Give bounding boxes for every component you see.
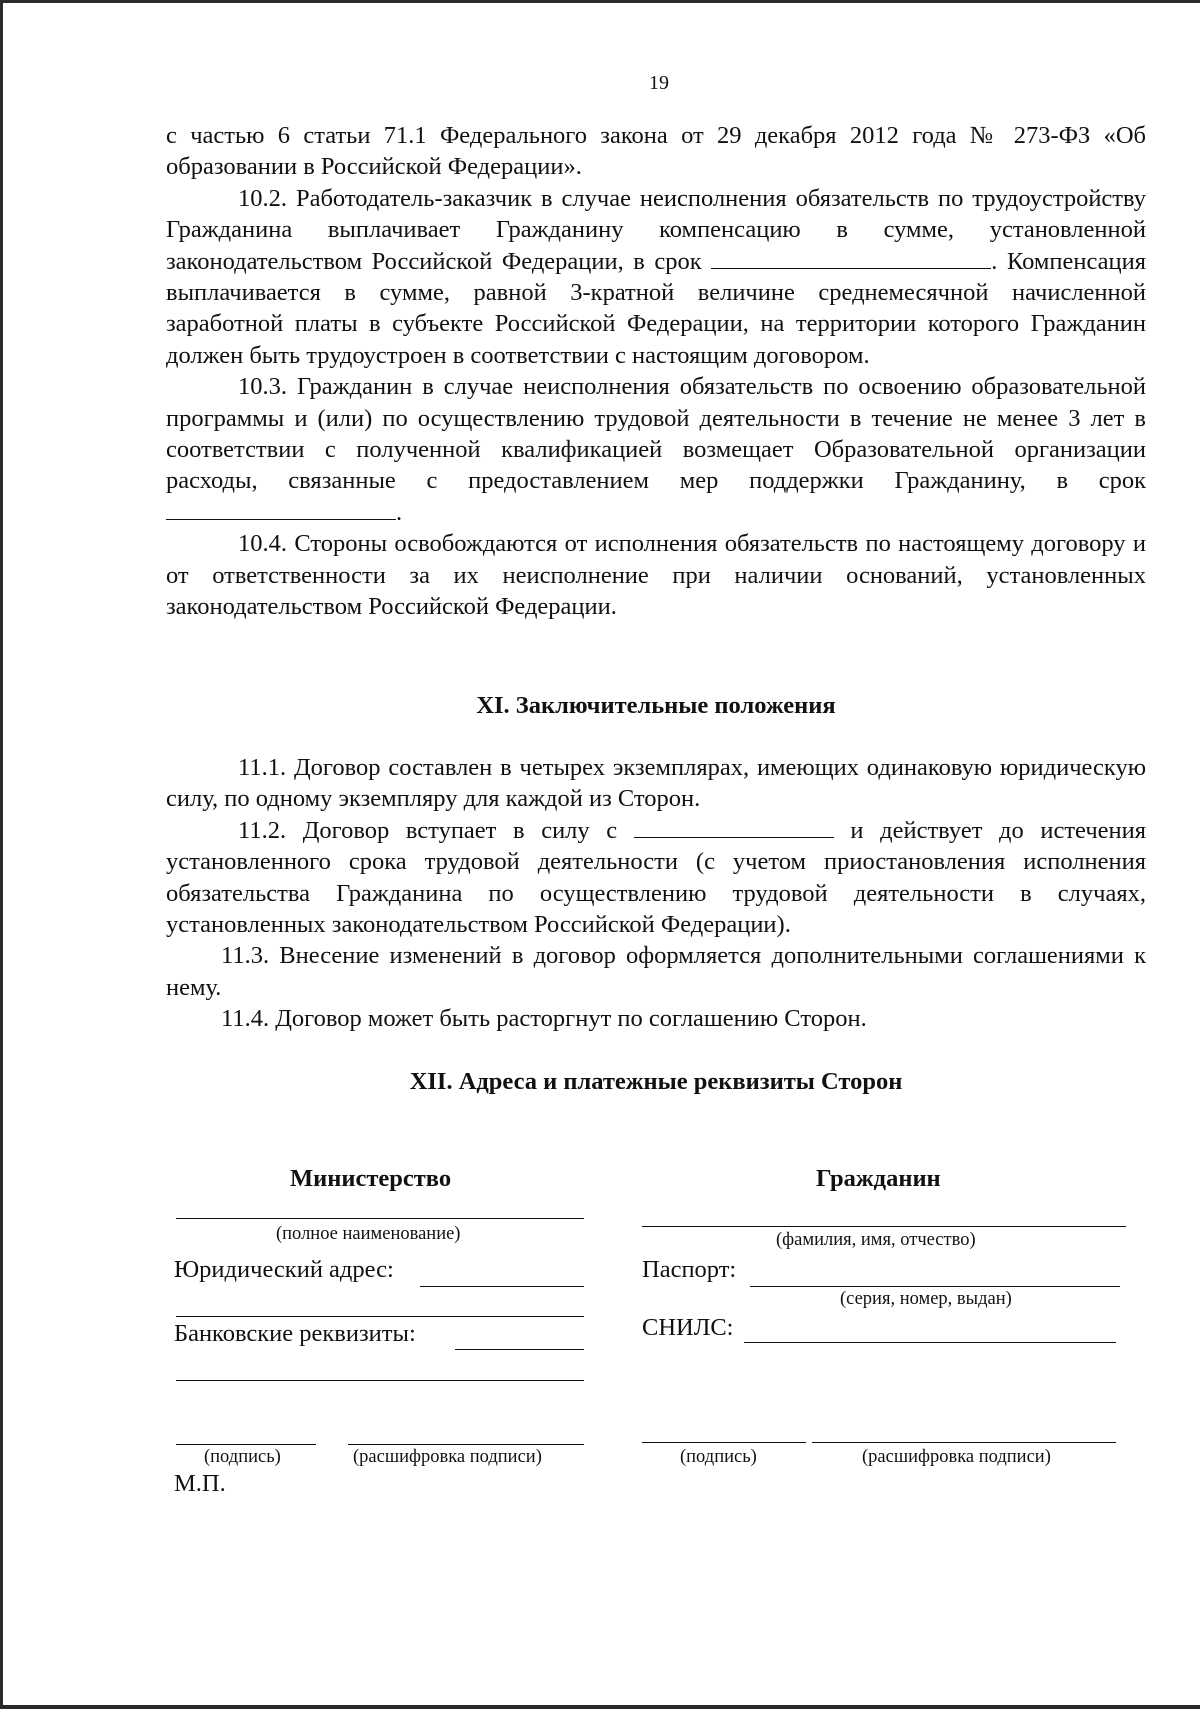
citizen-fio-line	[642, 1226, 1126, 1227]
paragraph-11-4: 11.4. Договор может быть расторгнут по соглашению Сторон.	[221, 1005, 867, 1033]
paragraph-10-3-rest: .	[396, 498, 403, 526]
paragraph-11-2	[166, 815, 1146, 941]
snils-label: СНИЛС:	[642, 1314, 734, 1341]
ministry-signature-caption: (подпись)	[204, 1447, 281, 1467]
citizen-title: Гражданин	[816, 1165, 941, 1192]
citizen-signature-decoding-line	[812, 1442, 1116, 1443]
paragraph-10-3	[166, 371, 1146, 528]
term-blank-10-2	[711, 246, 991, 269]
citizen-signature-decoding-caption: (расшифровка подписи)	[862, 1447, 1051, 1467]
page-edge-top	[0, 0, 1200, 3]
paragraph-11-1: 11.1. Договор составлен в четырех экземплярах, имеющих одинаковую юридическую силу, по одному экземпляру для каждой из Сторон.	[166, 754, 1146, 813]
paragraph-10-2-rest: . Компенсация выплачивается в сумме, равной 3-кратной величине среднемесячной начисленной заработной платы в субъекте Российской Федерации, на территории которого Гражданин должен быть трудоустроен в соответствии с настоящим договором.	[166, 247, 1147, 369]
paragraph-10-2	[166, 183, 1146, 371]
start-date-blank	[634, 815, 834, 838]
ministry-signature-decoding-caption: (расшифровка подписи)	[353, 1447, 542, 1467]
ministry-signature-decoding-line	[348, 1444, 584, 1445]
citizen-signature-line	[642, 1442, 806, 1443]
section-10-text	[166, 120, 1146, 623]
legal-address-label: Юридический адрес:	[174, 1256, 394, 1283]
ministry-title: Министерство	[290, 1165, 452, 1192]
passport-label: Паспорт:	[642, 1256, 737, 1283]
paragraph-continuation: с частью 6 статьи 71.1 Федерального закона от 29 декабря 2012 года № 273-ФЗ «Об образовании в Российской Федерации».	[166, 122, 1146, 181]
section-11-heading: XI. Заключительные положения	[476, 692, 836, 719]
bank-details-label: Банковские реквизиты:	[174, 1320, 416, 1347]
paragraph-11-3: 11.3. Внесение изменений в договор оформляется дополнительными соглашениями к нему.	[166, 942, 1146, 1001]
legal-address-line-2	[176, 1316, 584, 1317]
passport-caption: (серия, номер, выдан)	[840, 1289, 1012, 1309]
section-11-text	[166, 752, 1146, 1035]
citizen-signature-caption: (подпись)	[680, 1447, 757, 1467]
paragraph-10-2-text: 10.2. Работодатель-заказчик в случае неисполнения обязательств по трудоустройству Гражданина выплачивает Гражданину компенсацию в сумме, установленной законодательством Российской Федерации, в срок	[166, 184, 1146, 275]
page-edge-left	[0, 0, 3, 1709]
bank-details-line	[455, 1349, 584, 1350]
citizen-fio-caption: (фамилия, имя, отчество)	[776, 1230, 976, 1250]
ministry-name-line	[176, 1218, 584, 1219]
page-edge-bottom	[0, 1705, 1200, 1709]
bank-details-line-2	[176, 1380, 584, 1381]
legal-address-line	[420, 1286, 584, 1287]
seal-label: М.П.	[174, 1470, 226, 1497]
term-blank-10-3	[166, 497, 396, 520]
ministry-name-caption: (полное наименование)	[276, 1224, 461, 1244]
paragraph-10-3-text: 10.3. Гражданин в случае неисполнения обязательств по освоению образовательной программы и (или) по осуществлению трудовой деятельности в течение не менее 3 лет в соответствии с полученной квалификацией возмещает Образовательной организации расходы, связанные с предоставлением мер поддержки Гражданину, в срок	[166, 373, 1146, 495]
passport-line	[750, 1286, 1120, 1287]
ministry-signature-line	[176, 1444, 316, 1445]
page-number: 19	[649, 72, 669, 94]
paragraph-11-2-text: 11.2. Договор вступает в силу с	[238, 816, 618, 844]
paragraph-10-4: 10.4. Стороны освобождаются от исполнения обязательств по настоящему договору и от ответственности за их неисполнение при наличии оснований, установленных законодательством Российской Федерации.	[166, 530, 1146, 621]
section-12-heading: XII. Адреса и платежные реквизиты Сторон	[409, 1068, 903, 1095]
paragraph-11-2-rest: и действует до истечения установленного срока трудовой деятельности (с учетом приостановления исполнения обязательства Гражданина по осуществлению трудовой деятельности в случаях, установленных законодательством Российской Федерации).	[166, 816, 1147, 939]
snils-line	[744, 1342, 1116, 1343]
